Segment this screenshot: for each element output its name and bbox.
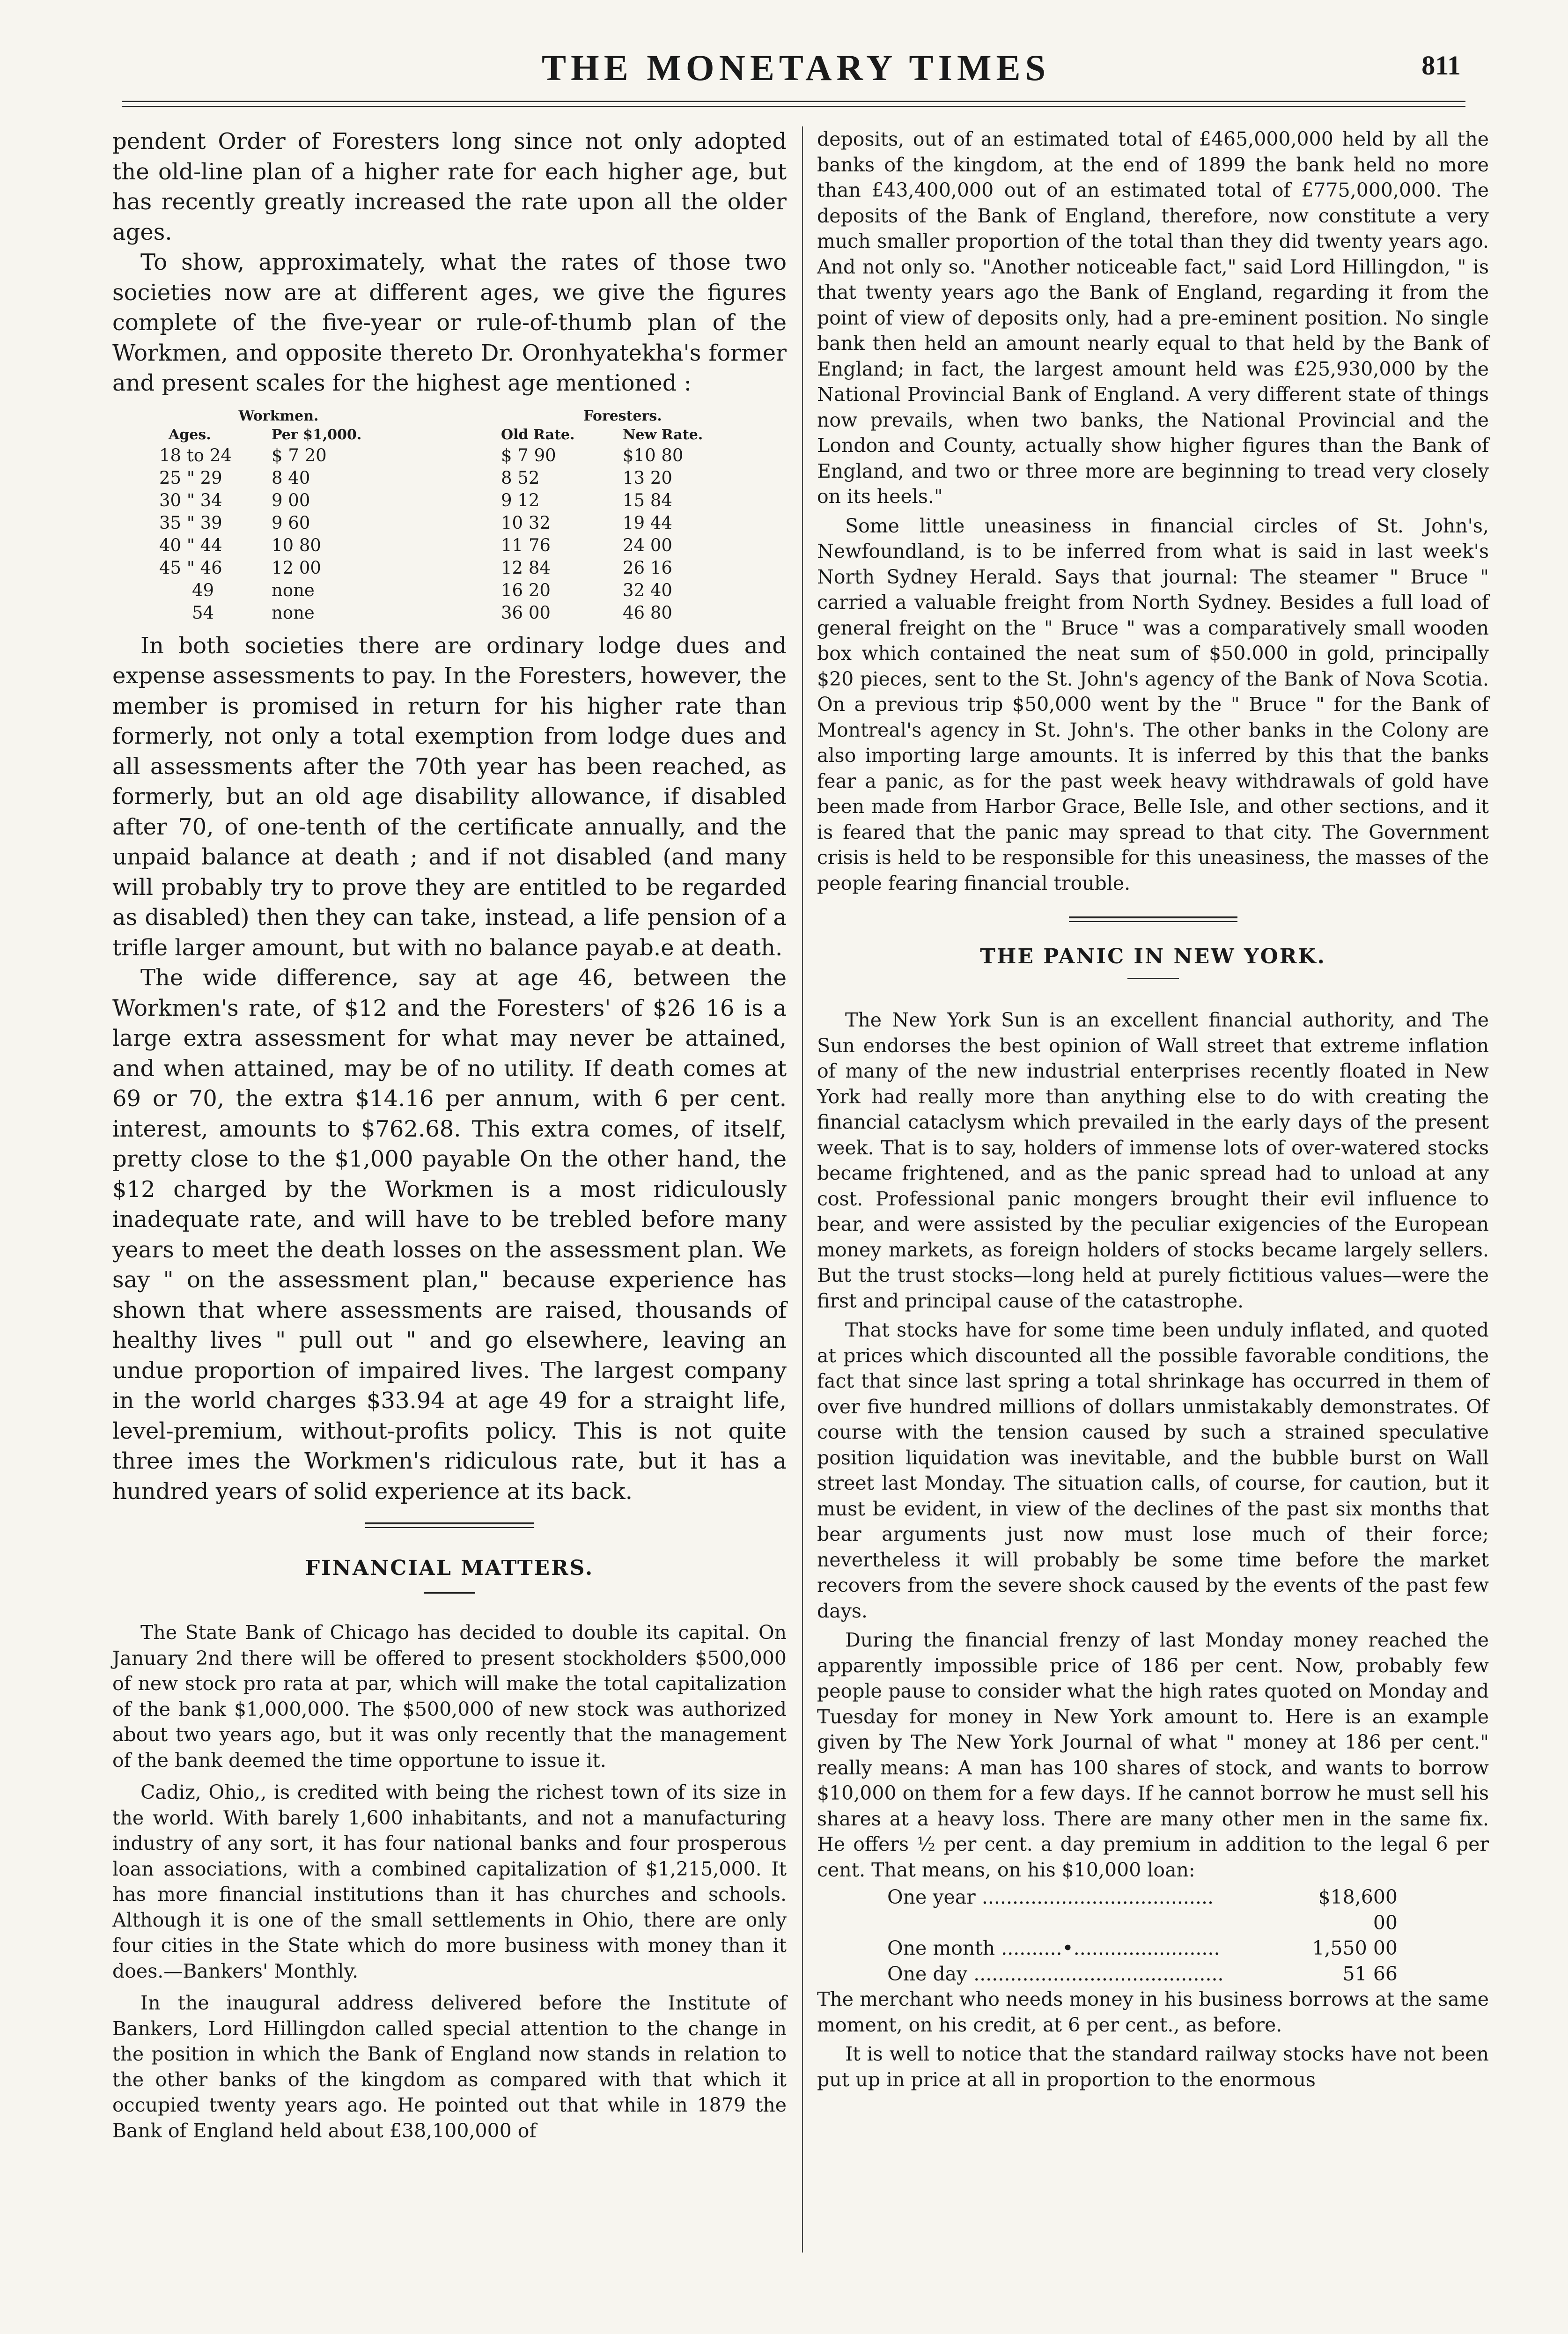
- col-old-rate: Old Rate.: [501, 427, 575, 443]
- article-paragraph: That stocks have for some time been unduly inflated, and quoted at prices which discounted all the possible favorable conditions, the fact that since last spring a total shrinkage has occurred in them of over five hundred millions of dollars unmistakably demonstrates. Of course with the tension caused by such a strained speculative position liquidation was inevitable, and the bubble burst on Wall street last Monday. The situation calls, of course, for caution, but it must be evident, in view of the declines of the past six months that bear arguments just now must lose much of their force; nevertheless it will probably be some time before the market recovers from the severe shock caused by the events of the past few days.: [817, 1319, 1489, 1622]
- cell-old-rate: $ 7 90: [501, 445, 556, 465]
- article-paragraph: The wide difference, say at age 46, between the Workmen's rate, of $12 and the Foresters' of $26 16 is a large extra assessment for what may never be attained, and when attained, may be of no utility. If death comes at 69 or 70, the extra $14.16 per annum, with 6 per cent. interest, amounts to $762.68. This extra comes, of itself, pretty close to the $1,000 payable On the other hand, the $12 charged by the Workmen is a most ridiculously inadequate rate, and will have to be trebled before many years to meet the death losses on the assessment plan. We say " on the assessment plan," because experience has shown that where assessments are raised, thousands of healthy lives " pull out " and go elsewhere, leaving an undue proportion of impaired lives. The largest company in the world charges $33.94 at age 49 for a straight life, level-premium, without-profits policy. This is not quite three imes the Workmen's ridiculous rate, but it has a hundred years of solid experience at its back.: [112, 965, 787, 1505]
- loan-amount: 1,550 00: [1312, 1937, 1398, 1959]
- cell-new-rate: 32 40: [623, 580, 672, 600]
- article-paragraph: In the inaugural address delivered before the Institute of Bankers, Lord Hillingdon called special attention to the change in the position in which the Bank of England now stands in relation to the other banks of the kingdom as compared with that which it occupied twenty years ago. He pointed out that while in 1879 the Bank of England held about £38,100,000 of: [112, 1992, 787, 2142]
- cell-workmen: 9 60: [272, 513, 310, 533]
- foresters-group-header: Foresters.: [583, 408, 662, 424]
- table-row: [887, 1935, 1398, 1961]
- loan-period: One month ..........•........................: [887, 1937, 1220, 1959]
- section-ornament: [1069, 915, 1237, 926]
- article-paragraph: pendent Order of Foresters long since not only adopted the old-line plan of a higher rate for each higher age, but has recently greatly increased the rate upon all the older ages.: [112, 128, 787, 245]
- column-divider: [802, 126, 803, 2253]
- heading-rule: [424, 1592, 475, 1594]
- table-row: [159, 467, 744, 489]
- loan-amount: 51 66: [1342, 1962, 1398, 1985]
- article-paragraph: In both societies there are ordinary lodge dues and expense assessments to pay. In the Foresters, however, the member is promised in return for his higher rate than formerly, not only a total exemption from lodge dues and all assessments after the 70th year has been reached, as formerly, but an old age disability allowance, if disabled after 70, of one-tenth of the certificate annually, and the unpaid balance at death ; and if not disabled (and many will probably try to prove they are entitled to be regarded as disabled) then they can take, instead, a life pension of a trifle larger amount, but with no balance payab.e at death.: [112, 632, 787, 961]
- article-paragraph: The merchant who needs money in his business borrows at the same moment, on his credit, at 6 per cent., as before.: [817, 1988, 1489, 2036]
- cell-ages: 25 " 29: [159, 468, 222, 488]
- cell-ages: 49: [192, 580, 214, 600]
- loan-period: One day .........................................: [887, 1962, 1224, 1985]
- article-paragraph: Cadiz, Ohio,, is credited with being the richest town of its size in the world. With barely 1,600 inhabitants, and not a manufacturing industry of any sort, it has four national banks and four prosperous loan associations, with a combined capitalization of $1,215,000. It has more financial institutions than it has churches and schools. Although it is one of the small settlements in Ohio, there are only four cities in the State which do more business with money than it does.—Bankers' Monthly.: [112, 1781, 787, 1982]
- section-heading: THE PANIC IN NEW YORK.: [980, 945, 1326, 968]
- loan-amount: $18,600 00: [1318, 1886, 1398, 1934]
- heading-rule: [1127, 978, 1179, 979]
- cell-ages: 40 " 44: [159, 535, 222, 555]
- article-paragraph: It is well to notice that the standard railway stocks have not been put up in price at all in proportion to the enormous: [817, 2043, 1489, 2091]
- article-paragraph: During the financial frenzy of last Monday money reached the apparently impossible price of 186 per cent. Now, probably few people pause to consider what the high rates quoted on Monday and Tuesday for money in New York amount to. Here is an example given by The New York Journal of what " money at 186 per cent." really means: A man has 100 shares of stock, and wants to borrow $10,000 on them for a few days. If he cannot borrow he must sell his shares at a heavy loss. There are many other men in the same fix. He offers ½ per cent. a day premium in addition to the legal 6 per cent. That means, on his $10,000 loan:: [817, 1629, 1489, 1881]
- header-rule-top: [122, 101, 1465, 102]
- table-row: [159, 534, 744, 557]
- table-row: [887, 1961, 1398, 1987]
- header-rule-bottom: [122, 106, 1465, 107]
- article-paragraph: To show, approximately, what the rates of those two societies now are at different ages, we give the figures complete of the five-year or rule-of-thumb plan of the Workmen, and opposite thereto Dr. Oronhyatekha's former and present scales for the highest age mentioned :: [112, 249, 787, 396]
- cell-ages: 30 " 34: [159, 490, 222, 510]
- workmen-group-header: Workmen.: [238, 408, 319, 424]
- cell-new-rate: 13 20: [623, 468, 672, 488]
- cell-old-rate: 12 84: [501, 558, 551, 578]
- right-column: [817, 126, 1489, 2092]
- table-row: [159, 489, 744, 512]
- page-number: 811: [1421, 50, 1461, 81]
- table-row: [159, 512, 744, 534]
- rate-table: [159, 407, 744, 624]
- cell-new-rate: 24 00: [623, 535, 672, 555]
- cell-new-rate: 46 80: [623, 603, 672, 623]
- table-row: [159, 557, 744, 579]
- table-row: [887, 1884, 1398, 1935]
- loan-cost-table: [887, 1884, 1398, 1987]
- cell-old-rate: 9 12: [501, 490, 540, 510]
- col-ages: Ages.: [169, 427, 211, 443]
- article-paragraph: The New York Sun is an excellent financial authority, and The Sun endorses the best opinion of Wall street that extreme inflation of many of the new industrial enterprises recently floated in New York had really more than anything else to do with creating the financial cataclysm which prevailed in the early days of the present week. That is to say, holders of immense lots of over-watered stocks became frightened, and as the panic spread had to unload at any cost. Professional panic mongers brought their evil influence to bear, and were assisted by the peculiar exigencies of the European money markets, as foreign holders of stocks became largely sellers. But the trust stocks—long held at purely fictitious values—were the first and principal cause of the catastrophe.: [817, 1009, 1489, 1312]
- cell-old-rate: 8 52: [501, 468, 540, 488]
- cell-workmen: 10 80: [272, 535, 321, 555]
- article-paragraph: deposits, out of an estimated total of £465,000,000 held by all the banks of the kingdom, at the end of 1899 the bank held no more than £43,400,000 out of an estimated total of £775,000,000. The deposits of the Bank of England, therefore, now constitute a very much smaller proportion of the total than they did twenty years ago. And not only so. "Another noticeable fact," said Lord Hillingdon, " is that twenty years ago the Bank of England, regarding it from the point of view of deposits only, had a pre-eminent position. No single bank then held an amount nearly equal to that held by the Bank of England; in fact, the largest amount held was £25,930,000 by the National Provincial Bank of England. A very different state of things now prevails, when two banks, the National Provincial and the London and County, actually show higher figures than the Bank of England, and two or three more are beginning to tread very closely on its heels.": [817, 128, 1489, 508]
- cell-new-rate: 15 84: [623, 490, 672, 510]
- cell-new-rate: $10 80: [623, 445, 684, 465]
- table-row: [159, 602, 744, 624]
- article-paragraph: The State Bank of Chicago has decided to double its capital. On January 2nd there will be offered to present stockholders $500,000 of new stock pro rata at par, which will make the total capitalization of the bank $1,000,000. The $500,000 of new stock was authorized about two years ago, but it was only recently that the management of the bank deemed the time opportune to issue it.: [112, 1621, 787, 1772]
- cell-old-rate: 16 20: [501, 580, 551, 600]
- rate-table-column-header: [159, 426, 744, 444]
- publication-title: THE MONETARY TIMES: [542, 47, 1050, 88]
- table-row: [159, 579, 744, 602]
- left-column: [112, 126, 787, 2143]
- cell-old-rate: 10 32: [501, 513, 551, 533]
- col-per-thousand: Per $1,000.: [272, 427, 362, 443]
- cell-workmen: 12 00: [272, 558, 321, 578]
- cell-new-rate: 19 44: [623, 513, 672, 533]
- cell-workmen: none: [272, 603, 315, 623]
- cell-workmen: 8 40: [272, 468, 310, 488]
- cell-new-rate: 26 16: [623, 558, 672, 578]
- cell-ages: 54: [192, 603, 214, 623]
- section-heading: FINANCIAL MATTERS.: [305, 1556, 594, 1580]
- cell-old-rate: 11 76: [501, 535, 551, 555]
- cell-ages: 35 " 39: [159, 513, 222, 533]
- col-new-rate: New Rate.: [623, 427, 703, 443]
- loan-period: One year ......................................: [887, 1886, 1214, 1908]
- article-paragraph: Some little uneasiness in financial circles of St. John's, Newfoundland, is to be inferred from what is said in last week's North Sydney Herald. Says that journal: The steamer " Bruce " carried a valuable freight from North Sydney. Besides a full load of general freight on the " Bruce " was a comparatively small wooden box which contained the neat sum of $50.000 in gold, principally $20 pieces, sent to the St. John's agency of the Bank of Nova Scotia. On a previous trip $50,000 went by the " Bruce " for the Bank of Montreal's agency in St. John's. The other banks in the Colony are also importing large amounts. It is inferred by this that the banks fear a panic, as for the past week heavy withdrawals of gold have been made from Harbor Grace, Belle Isle, and other sections, and it is feared that the panic may spread to that city. The Government crisis is held to be responsible for this uneasiness, the masses of the people fearing financial trouble.: [817, 514, 1489, 894]
- section-ornament: [365, 1521, 534, 1532]
- cell-old-rate: 36 00: [501, 603, 551, 623]
- cell-workmen: none: [272, 580, 315, 600]
- cell-workmen: 9 00: [272, 490, 310, 510]
- page-header: [122, 47, 1470, 98]
- cell-workmen: $ 7 20: [272, 445, 327, 465]
- cell-ages: 45 " 46: [159, 558, 222, 578]
- table-row: [159, 444, 744, 467]
- cell-ages: 18 to 24: [159, 445, 232, 465]
- rate-table-group-header: [159, 407, 744, 426]
